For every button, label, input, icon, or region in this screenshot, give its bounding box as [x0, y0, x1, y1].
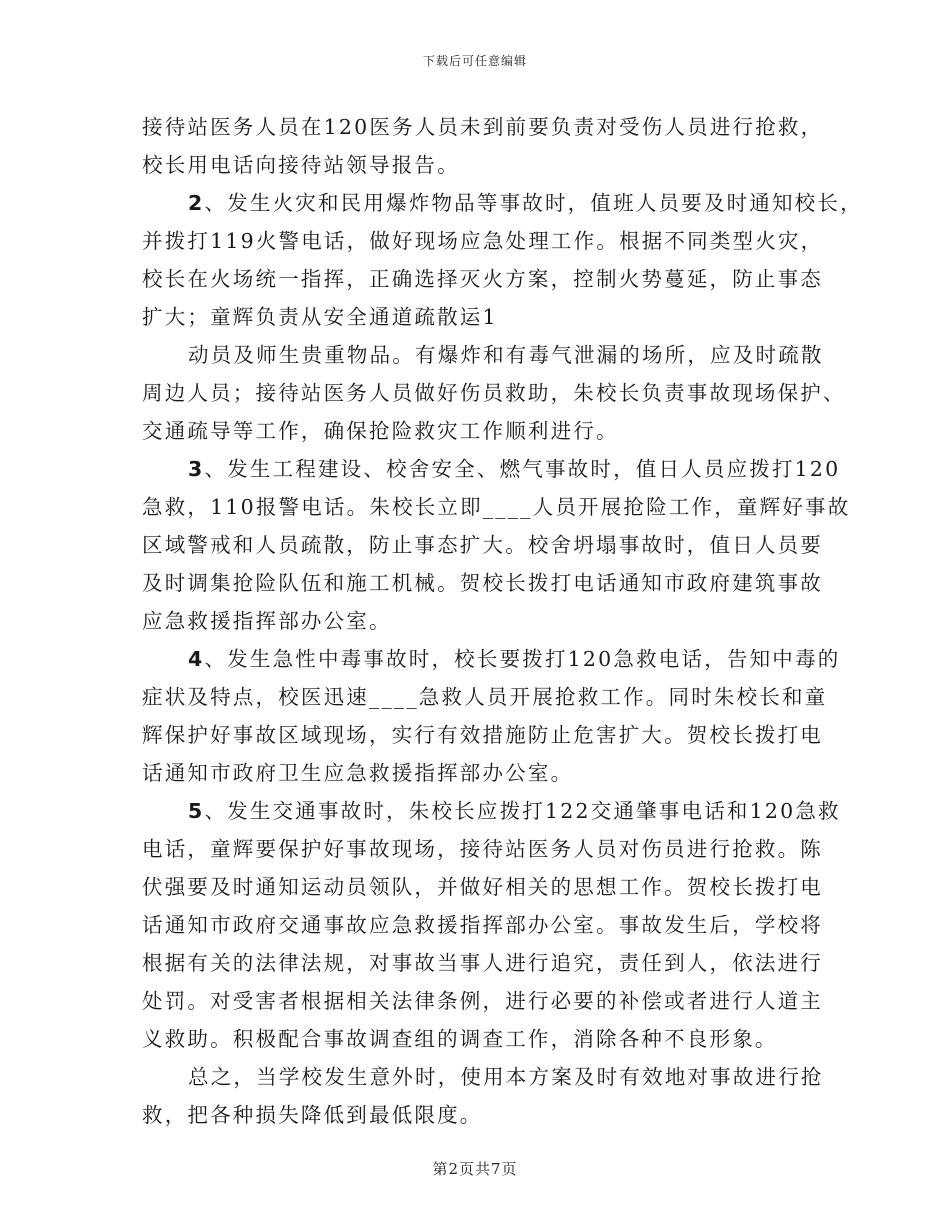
line-text: 义救助。积极配合事故调查组的调查工作，消除各种不良形象。	[142, 1027, 778, 1051]
line-text: 、发生急性中毒事故时，校长要拨打120急救电话，告知中毒的	[204, 647, 841, 671]
text-line	[142, 108, 822, 146]
page-footer: 第2页共7页	[432, 1160, 518, 1178]
text-line	[142, 260, 822, 298]
line-text: 症状及特点，校医迅速____急救人员开展抢救工作。同时朱校长和童	[142, 685, 828, 709]
line-text: 急救，110报警电话。朱校长立即____人员开展抢险工作，童辉好事故	[142, 495, 851, 519]
line-text: 交通疏导等工作，确保抢险救灾工作顺利进行。	[142, 419, 619, 443]
text-line	[142, 298, 822, 336]
line-text: 话通知市政府交通事故应急救援指挥部办公室。事故发生后，学校将	[142, 913, 823, 937]
line-text: 校长在火场统一指挥，正确选择灭火方案，控制火势蔓延，防止事态	[142, 267, 823, 291]
section-number: 4	[188, 647, 205, 671]
text-line	[142, 564, 822, 602]
line-text: 动员及师生贵重物品。有爆炸和有毒气泄漏的场所，应及时疏散	[188, 343, 824, 367]
text-line	[142, 792, 841, 830]
text-line	[142, 412, 822, 450]
line-text: 处罚。对受害者根据相关法律条例，进行必要的补偿或者进行人道主	[142, 989, 823, 1013]
text-line	[142, 906, 822, 944]
text-line	[142, 1020, 822, 1058]
line-text: 应急救援指挥部办公室。	[142, 609, 392, 633]
line-text: 话通知市政府卫生应急救援指挥部办公室。	[142, 761, 574, 785]
text-line	[142, 830, 822, 868]
line-text: 并拨打119火警电话，做好现场应急处理工作。根据不同类型火灾，	[142, 229, 824, 253]
text-line	[142, 716, 822, 754]
text-line	[142, 602, 822, 640]
text-line	[142, 868, 822, 906]
line-text: 区域警戒和人员疏散，防止事态扩大。校舍坍塌事故时，值日人员要	[142, 533, 823, 557]
line-text: 、发生火灾和民用爆炸物品等事故时，值班人员要及时通知校长，	[204, 191, 863, 215]
line-text: 、发生工程建设、校舍安全、燃气事故时，值日人员应拨打120	[204, 457, 841, 481]
line-text: 救，把各种损失降低到最低限度。	[142, 1103, 483, 1127]
document-body	[142, 108, 863, 1134]
text-line	[142, 640, 841, 678]
text-line	[142, 488, 851, 526]
text-line	[142, 146, 822, 184]
line-text: 电话，童辉要保护好事故现场，接待站医务人员对伤员进行抢救。陈	[142, 837, 823, 861]
line-text: 周边人员；接待站医务人员做好伤员救助，朱校长负责事故现场保护、	[142, 381, 846, 405]
text-line	[142, 374, 846, 412]
text-line	[142, 982, 822, 1020]
line-text: 伏强要及时通知运动员领队，并做好相关的思想工作。贺校长拨打电	[142, 875, 823, 899]
line-text: 、发生交通事故时，朱校长应拨打122交通肇事电话和120急救	[204, 799, 841, 823]
text-line	[142, 944, 822, 982]
line-text: 根据有关的法律法规，对事故当事人进行追究，责任到人，依法进行	[142, 951, 823, 975]
text-line	[142, 526, 822, 564]
text-line	[142, 184, 863, 222]
section-number: 5	[188, 799, 205, 823]
text-line	[142, 678, 828, 716]
line-text: 校长用电话向接待站领导报告。	[142, 153, 460, 177]
line-text: 接待站医务人员在120医务人员未到前要负责对受伤人员进行抢救，	[142, 115, 824, 139]
text-line	[142, 754, 822, 792]
text-line	[142, 1058, 822, 1096]
text-line	[142, 1096, 822, 1134]
line-text: 及时调集抢险队伍和施工机械。贺校长拨打电话通知市政府建筑事故	[142, 571, 823, 595]
section-number: 3	[188, 457, 205, 481]
line-text: 总之，当学校发生意外时，使用本方案及时有效地对事故进行抢	[188, 1065, 824, 1089]
text-line	[142, 222, 822, 260]
text-line	[142, 336, 822, 374]
text-line	[142, 450, 841, 488]
page-header: 下载后可任意编辑	[422, 54, 527, 68]
line-text: 扩大；童辉负责从安全通道疏散运1	[142, 305, 498, 329]
section-number: 2	[188, 191, 205, 215]
line-text: 辉保护好事故区域现场，实行有效措施防止危害扩大。贺校长拨打电	[142, 723, 823, 747]
